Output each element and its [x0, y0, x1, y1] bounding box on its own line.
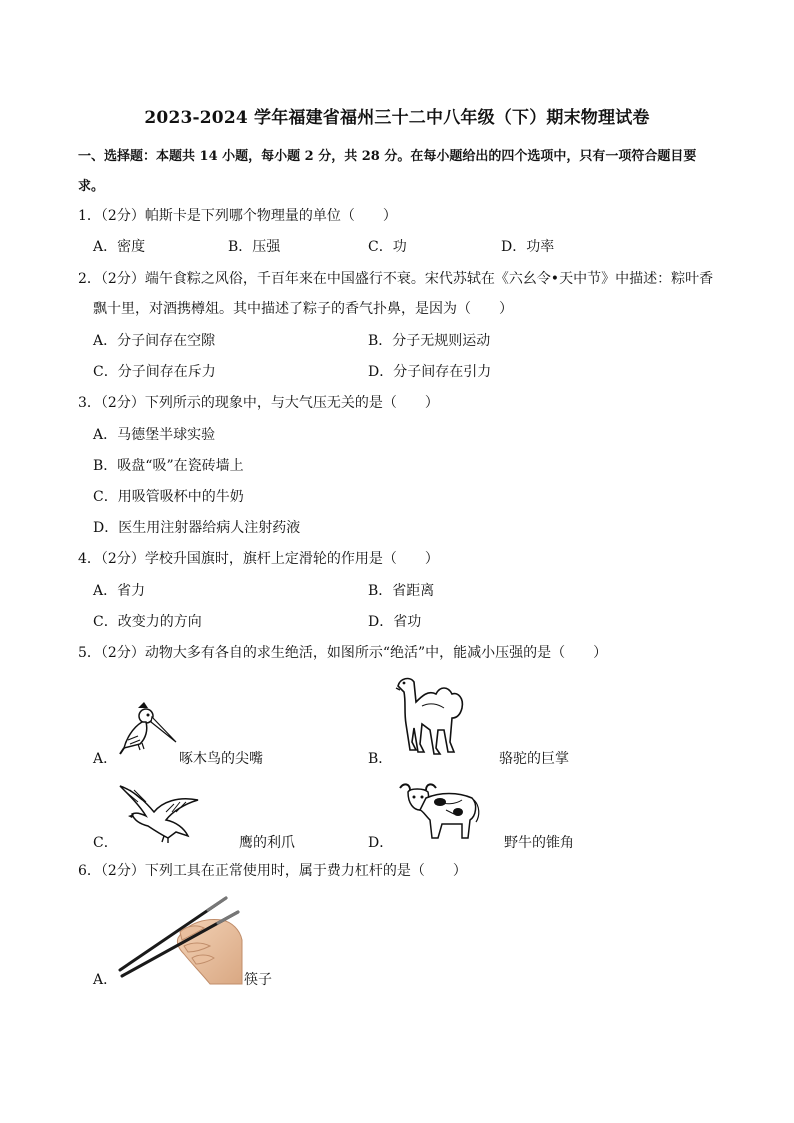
- question-1-option-a: A．密度: [93, 239, 146, 255]
- question-3-option-d: D．医生用注射器给病人注射药液: [93, 520, 301, 536]
- question-1-option-c: C．功: [368, 239, 407, 255]
- question-1-option-d: D．功率: [501, 239, 555, 255]
- question-5-option-d-caption: 野牛的锥角: [504, 835, 574, 851]
- question-5-option-c-caption: 鹰的利爪: [239, 835, 295, 851]
- question-5-option-d-letter: D．: [368, 835, 394, 851]
- eagle-icon: [118, 782, 202, 844]
- question-5-option-c-letter: C．: [93, 835, 118, 851]
- camel-icon: [392, 672, 472, 758]
- question-5-stem: 5．（2分）动物大多有各自的求生绝活，如图所示“绝活”中，能减小压强的是（ ）: [78, 645, 608, 661]
- section-heading-line1: 一、选择题：本题共 14 小题，每小题 2 分，共 28 分。在每小题给出的四个选项中，只有一项符合题目要: [78, 149, 697, 164]
- question-6-option-a-letter: A．: [93, 972, 118, 988]
- question-2-option-c: C．分子间存在斥力: [93, 364, 216, 380]
- woodpecker-icon: [118, 700, 180, 756]
- question-4-stem: 4．（2分）学校升国旗时，旗杆上定滑轮的作用是（ ）: [78, 551, 439, 567]
- question-2-stem-line2: 飘十里，对酒携樽俎。其中描述了粽子的香气扑鼻，是因为（ ）: [93, 301, 513, 317]
- question-5-option-a-letter: A．: [93, 751, 118, 767]
- page-title: 2023-2024 学年福建省福州三十二中八年级（下）期末物理试卷: [144, 108, 650, 128]
- chopsticks-icon: [118, 892, 244, 984]
- section-heading: [78, 142, 728, 202]
- question-1-stem: 1．（2分）帕斯卡是下列哪个物理量的单位（ ）: [78, 208, 397, 224]
- question-3-option-a: A．马德堡半球实验: [93, 427, 216, 443]
- section-heading-line2: 求。: [78, 179, 105, 194]
- question-3-stem: 3．（2分）下列所示的现象中，与大气压无关的是（ ）: [78, 395, 439, 411]
- question-4-option-b: B．省距离: [368, 583, 435, 599]
- question-2-option-d: D．分子间存在引力: [368, 364, 492, 380]
- question-6-stem: 6．（2分）下列工具在正常使用时，属于费力杠杆的是（ ）: [78, 863, 467, 879]
- question-3-option-c: C．用吸管吸杯中的牛奶: [93, 489, 244, 505]
- question-2-option-a: A．分子间存在空隙: [93, 333, 216, 349]
- question-5-option-b-letter: B．: [368, 751, 393, 767]
- question-6-option-a-caption: 筷子: [244, 972, 272, 988]
- question-5-option-a-caption: 啄木鸟的尖嘴: [179, 751, 263, 767]
- bull-icon: [396, 780, 482, 844]
- question-3-option-b: B．吸盘“吸”在瓷砖墙上: [93, 458, 244, 474]
- question-4-option-d: D．省功: [368, 614, 422, 630]
- question-1-option-b: B．压强: [228, 239, 281, 255]
- question-2-option-b: B．分子无规则运动: [368, 333, 491, 349]
- question-2-stem-line1: 2．（2分）端午食粽之风俗，千百年来在中国盛行不衰。宋代苏轼在《六幺令•天中节》中描述：粽叶香: [78, 271, 714, 287]
- question-4-option-a: A．省力: [93, 583, 146, 599]
- question-4-option-c: C．改变力的方向: [93, 614, 202, 630]
- question-5-option-b-caption: 骆驼的巨掌: [499, 751, 569, 767]
